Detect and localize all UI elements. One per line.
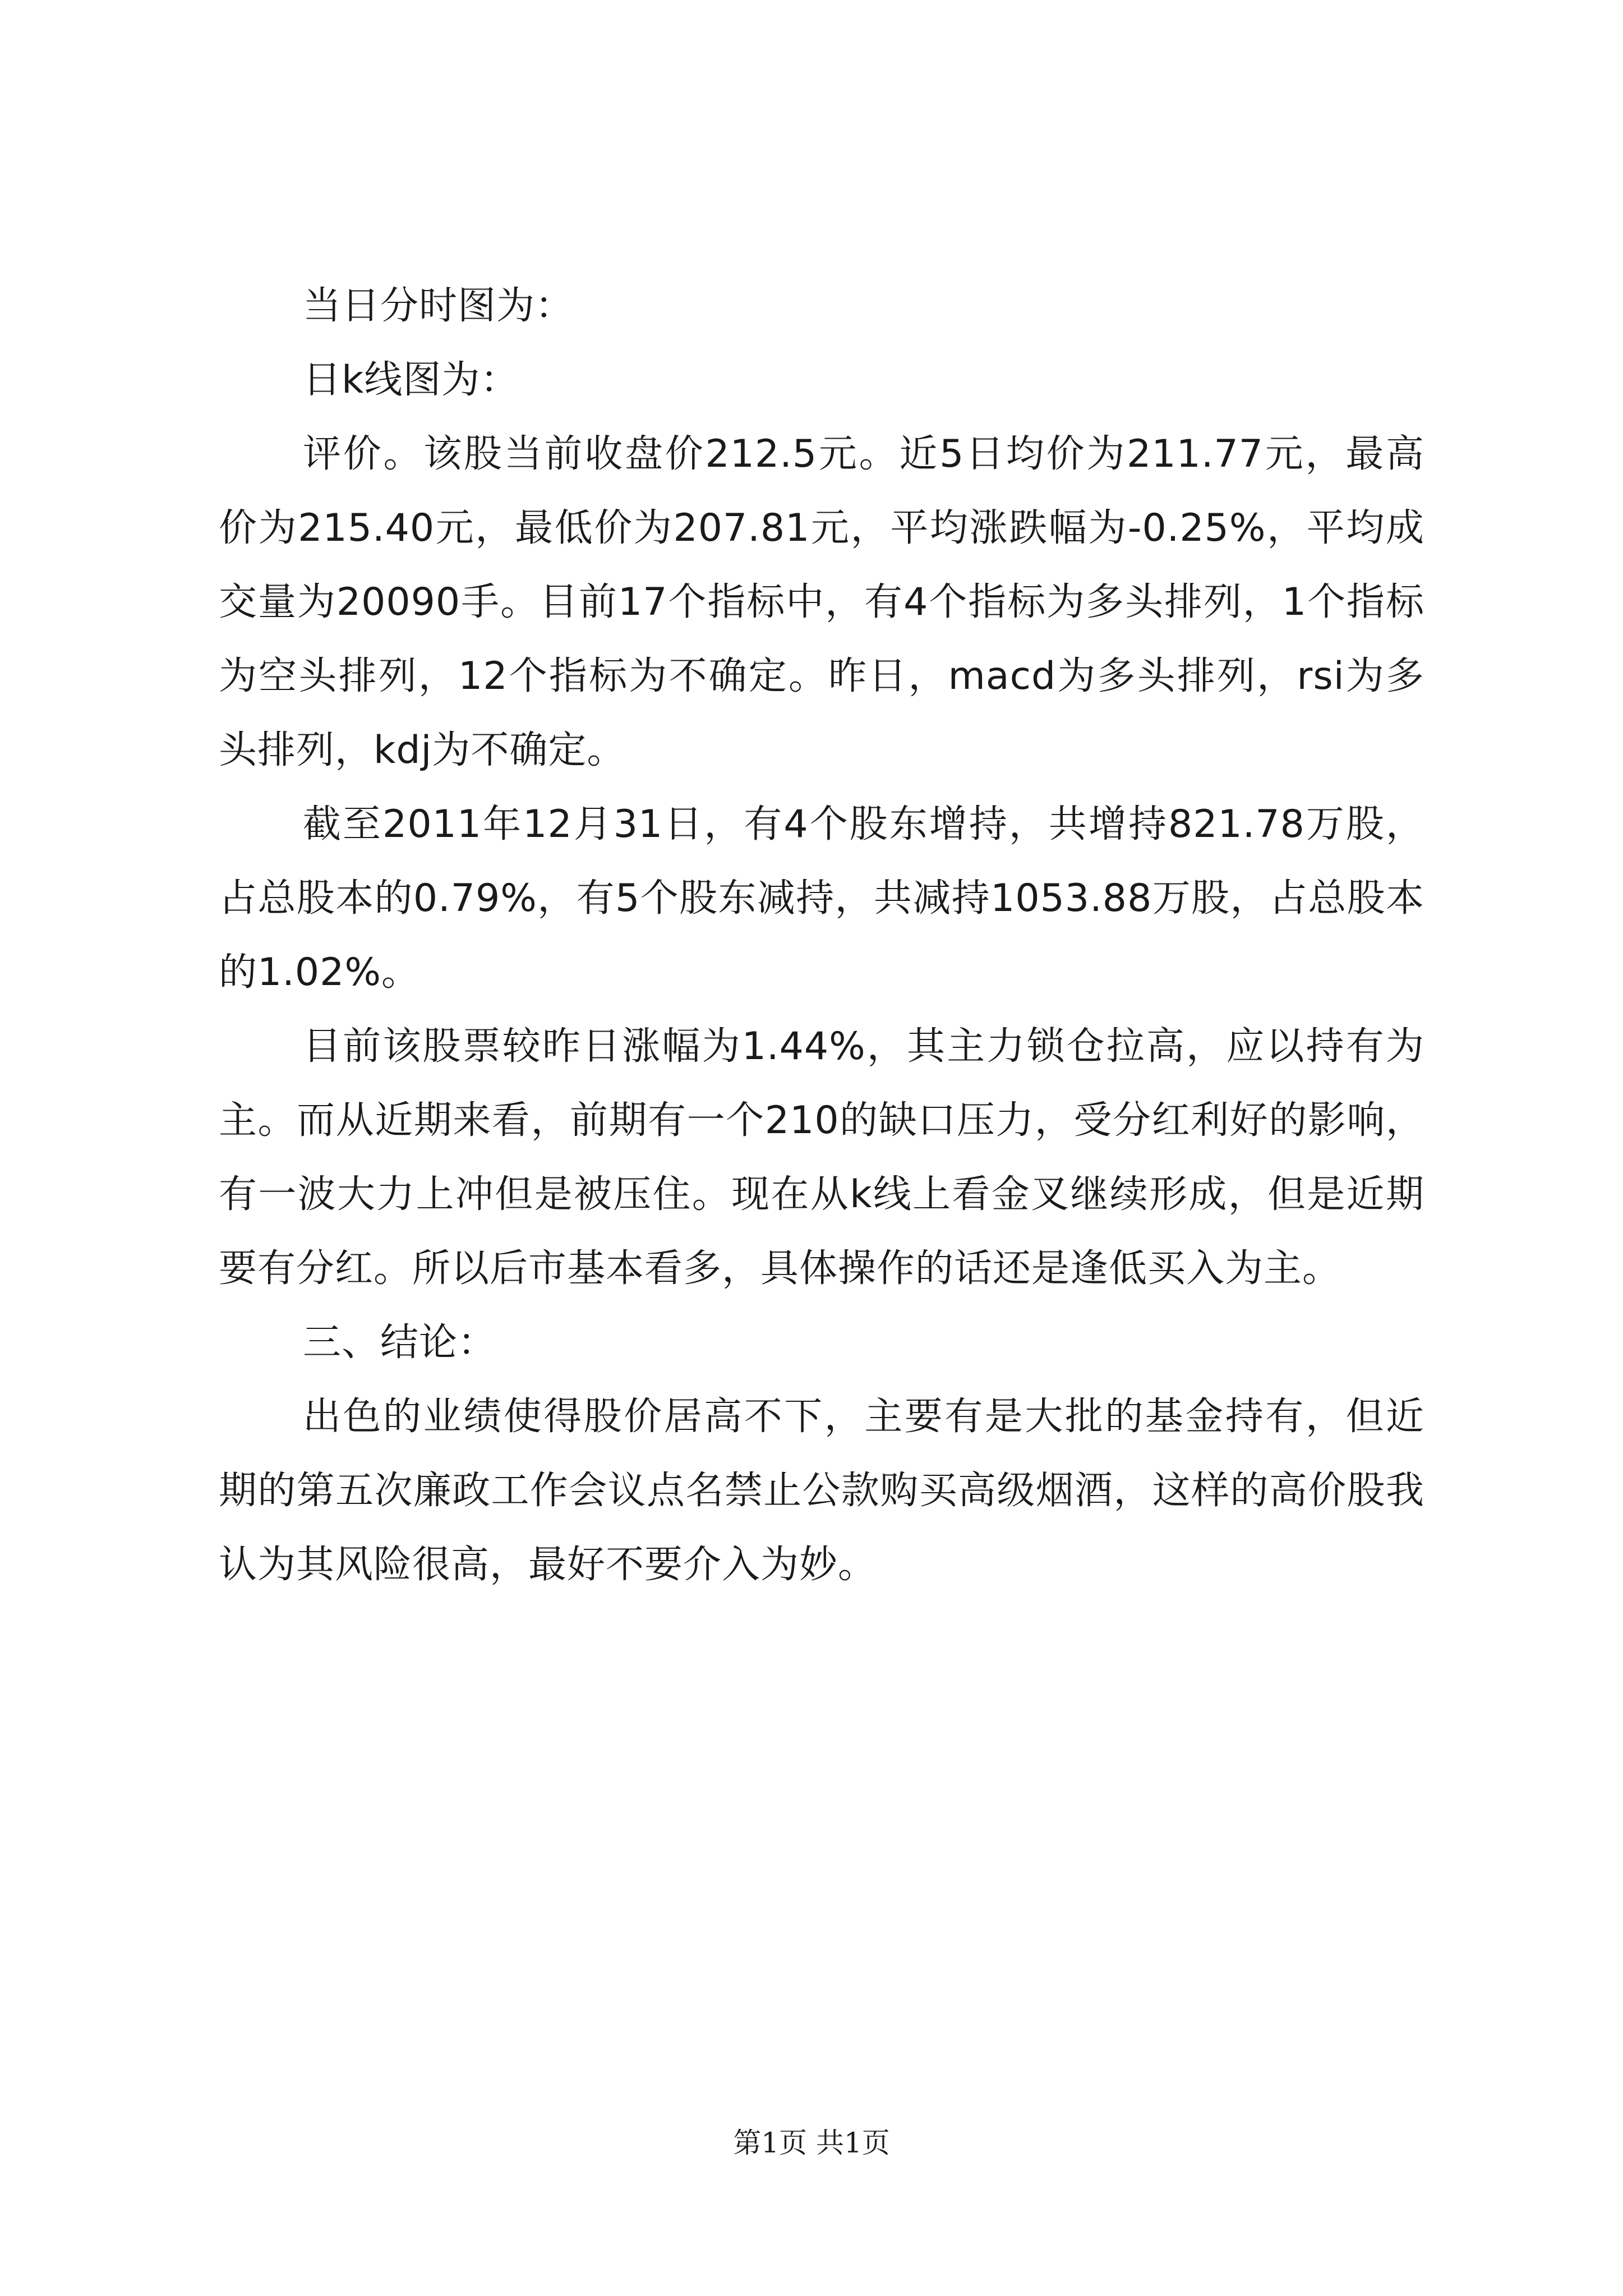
paragraph-shareholders: 截至2011年12月31日，有4个股东增持，共增持821.78万股，占总股本的0.79%，有5个股东减持，共减持1053.88万股，占总股本的1.02%。 [219,802,1424,995]
paragraph-analysis: 目前该股票较昨日涨幅为1.44%，其主力锁仓拉高，应以持有为主。而从近期来看，前期有一个210的缺口压力，受分红利好的影响，有一波大力上冲但是被压住。现在从k线上看金叉继续形成，但是近期要有分红。所以后市基本看多，具体操作的话还是逢低买入为主。 [219,1024,1424,1291]
document-body [219,269,1424,1602]
paragraph-evaluation: 评价。该股当前收盘价212.5元。近5日均价为211.77元，最高价为215.40元，最低价为207.81元，平均涨跌幅为-0.25%，平均成交量为20090手。目前17个指标中，有4个指标为多头排列，1个指标为空头排列，12个指标为不确定。昨日，macd为多头排列，rsi为多头排列，kdj为不确定。 [219,432,1424,772]
paragraph-conclusion: 出色的业绩使得股价居高不下，主要有是大批的基金持有，但近期的第五次廉政工作会议点名禁止公款购买高级烟酒，这样的高价股我认为其风险很高，最好不要介入为妙。 [219,1395,1424,1587]
paragraph-daily-kline: 日k线图为： [303,358,519,402]
section-heading-conclusion: 三、结论： [303,1320,497,1365]
paragraph-intraday-chart: 当日分时图为： [303,284,574,328]
page-footer: 第1页 共1页 [733,2127,890,2159]
